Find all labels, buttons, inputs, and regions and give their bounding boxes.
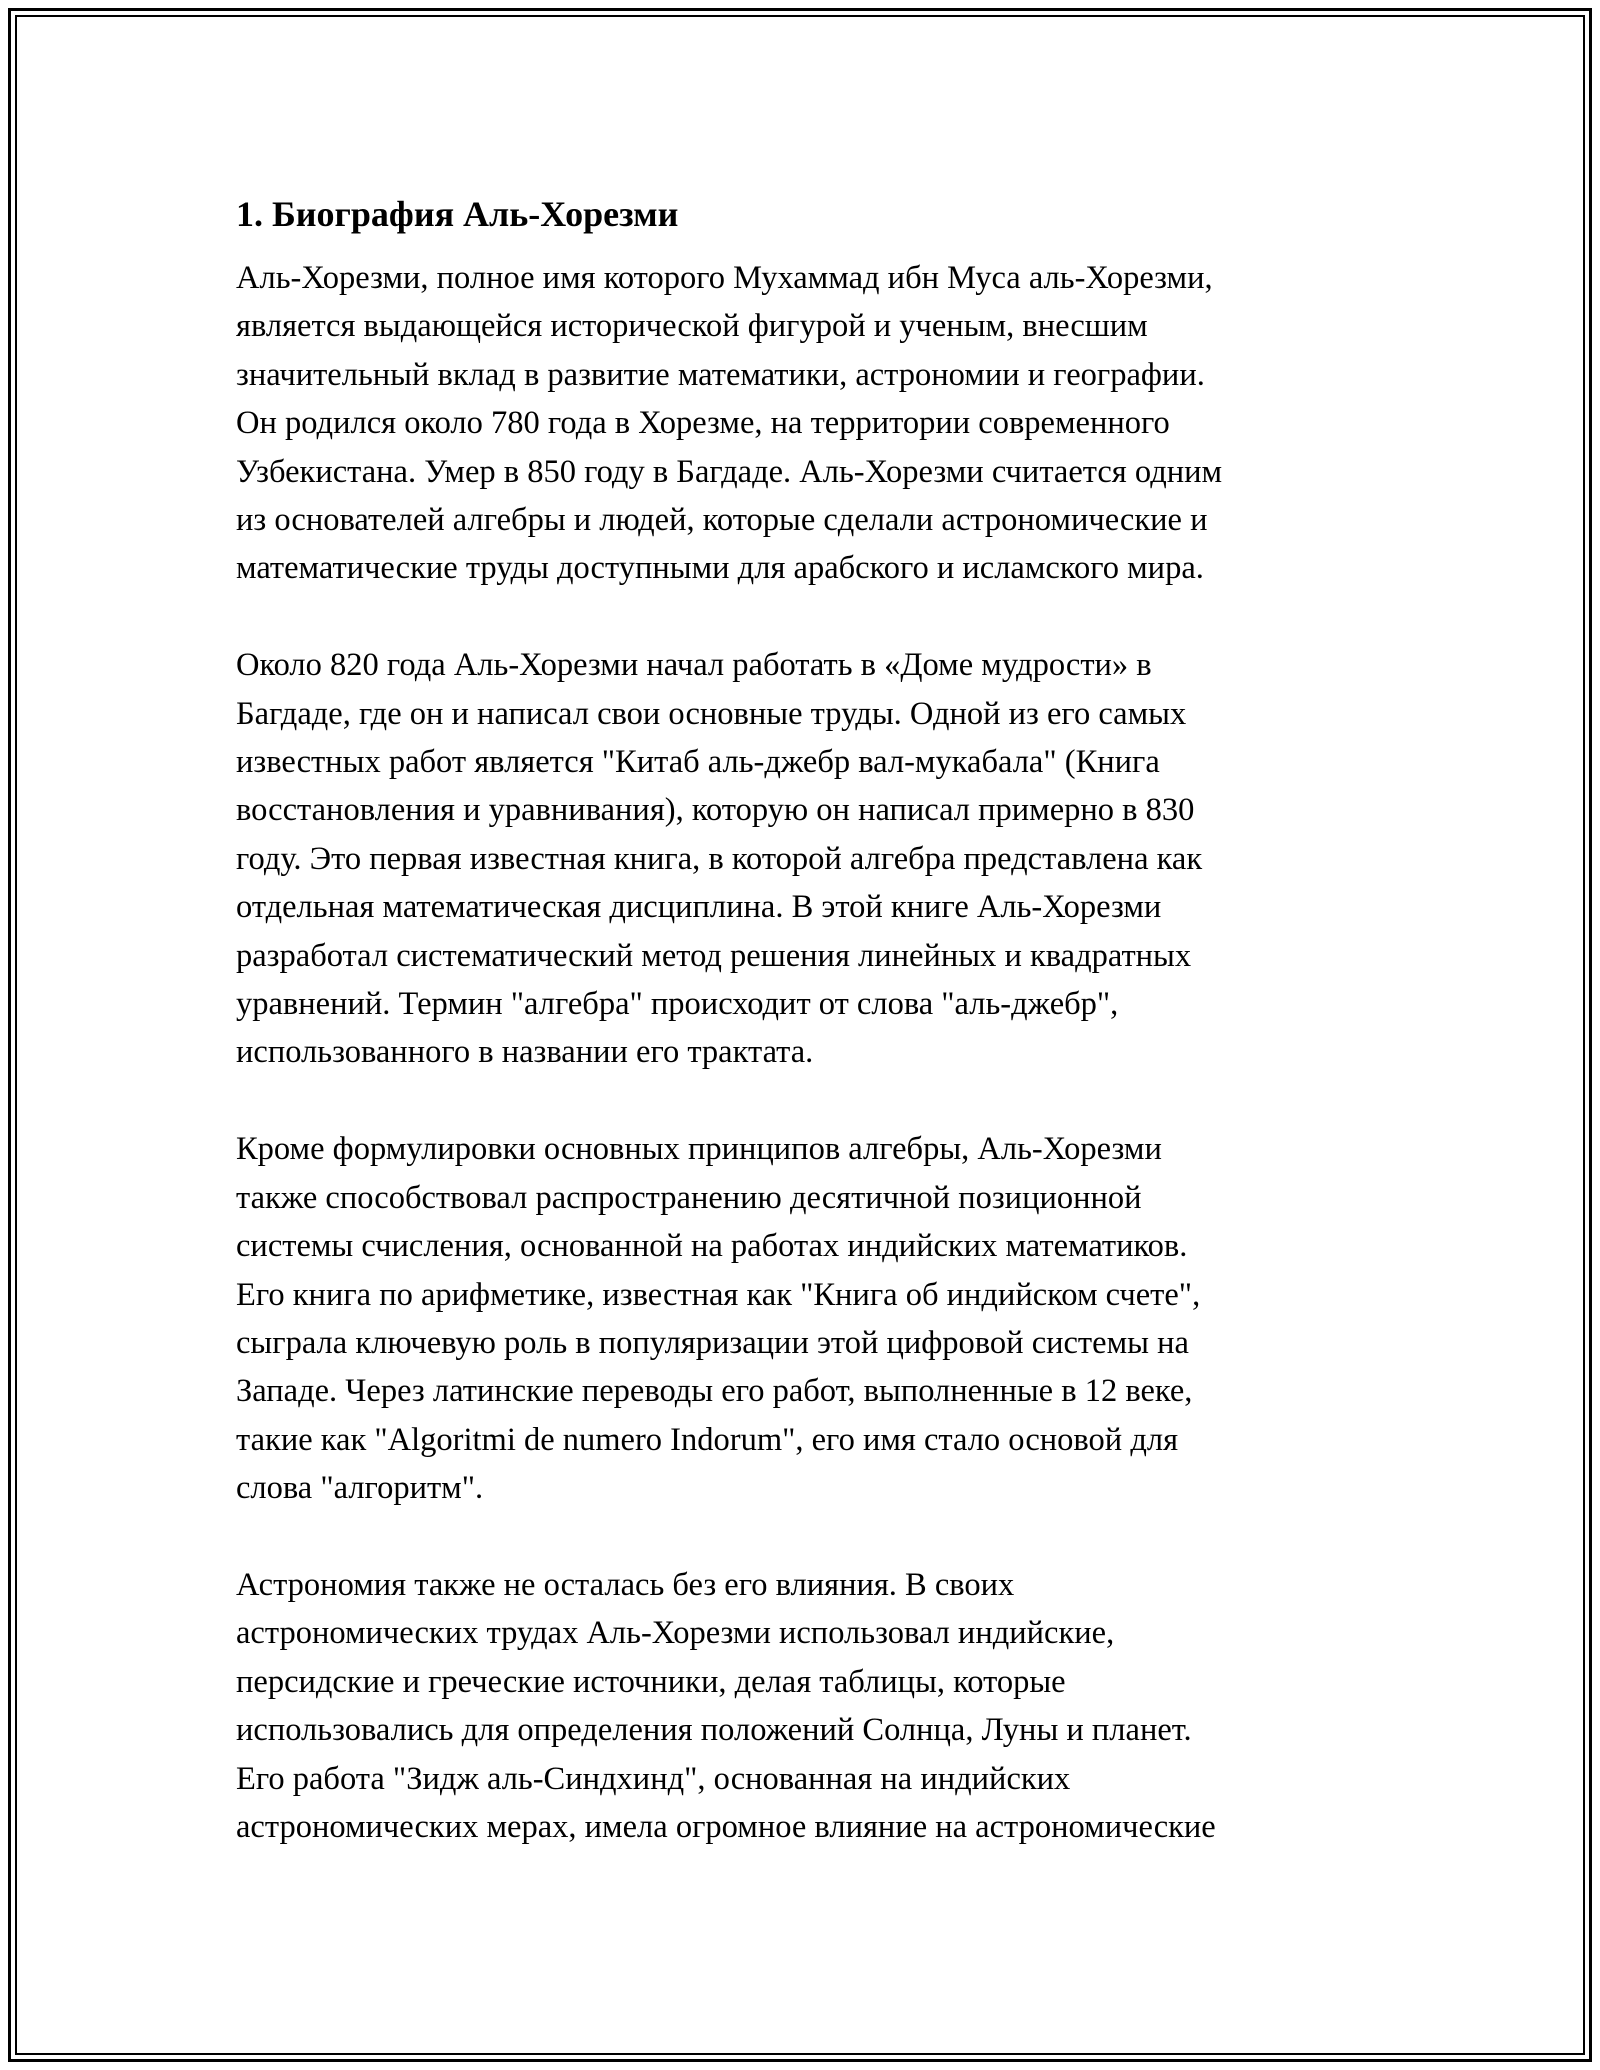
paragraph-house-of-wisdom: Около 820 года Аль-Хорезми начал работать в «Доме мудрости» в Багдаде, где он и написал свои основные труды. Одной из его самых известных работ является "Китаб аль-джебр вал-мукабала" (Книга восстановления и уравнивания), которую он написал примерно в 830 году. Это первая известная книга, в которой алгебра представлена как отдельная математическая дисциплина. В этой книге Аль-Хорезми разработал систематический метод решения линейных и квадратных уравнений. Термин "алгебра" происходит от слова "аль-джебр", использованного в названии его трактата.	[236, 647, 1203, 1071]
section-heading: 1. Биография Аль-Хорезми	[236, 194, 679, 234]
paragraph-biography: Аль-Хорезми, полное имя которого Мухаммад ибн Муса аль-Хорезми, является выдающейся исторической фигурой и ученым, внесшим значительный вклад в развитие математики, астрономии и географии. Он родился около 780 года в Хорезме, на территории современного Узбекистана. Умер в 850 году в Багдаде. Аль-Хорезми считается одним из основателей алгебры и людей, которые сделали астрономические и математические труды доступными для арабского и исламского мира.	[236, 260, 1223, 587]
paragraph-astronomy: Астрономия также не осталась без его влияния. В своих астрономических трудах Аль-Хорезми использовал индийские, персидские и греческие источники, делая таблицы, которые использовались для определения положений Солнца, Луны и планет. Его работа "Зидж аль-Синдхинд", основанная на индийских астрономических мерах, имела огромное влияние на астрономические	[236, 1566, 1216, 1845]
paragraph-decimal-system: Кроме формулировки основных принципов алгебры, Аль-Хорезми также способствовал распространению десятичной позиционной системы счисления, основанной на работах индийских математиков. Его книга по арифметике, известная как "Книга об индийском счете", сыграла ключевую роль в популяризации этой цифровой системы на Западе. Через латинские переводы его работ, выполненные в 12 веке, такие как "Algoritmi de numero Indorum", его имя стало основой для слова "алгоритм".	[236, 1131, 1201, 1507]
document-body	[236, 186, 1396, 1900]
